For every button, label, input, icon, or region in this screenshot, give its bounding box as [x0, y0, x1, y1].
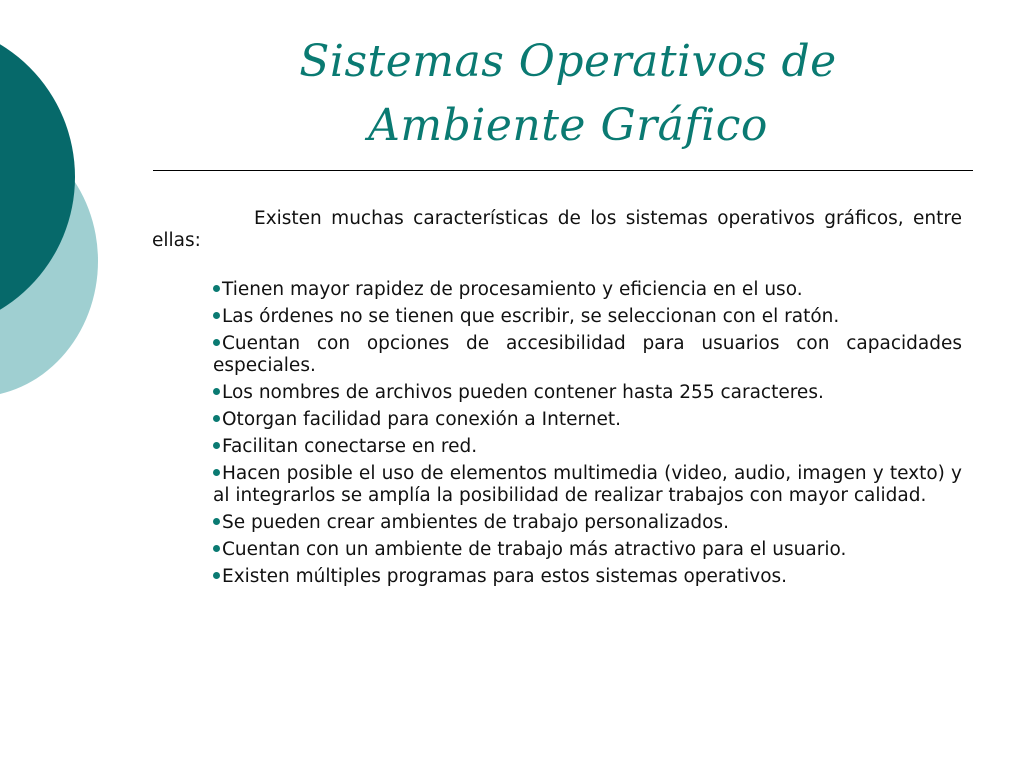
- bullet-item: [213, 463, 962, 507]
- bullet-text: Hacen posible el uso de elementos multimedia (video, audio, imagen y texto) y al integrarlos se amplía la posibilidad de realizar trabajos con mayor calidad.: [213, 463, 962, 506]
- slide-body: [152, 208, 962, 593]
- bullet-item: [213, 539, 962, 561]
- bullet-item: [213, 436, 962, 458]
- bullet-item: [213, 409, 962, 431]
- bullet-text: Las órdenes no se tienen que escribir, se seleccionan con el ratón.: [222, 306, 840, 327]
- bullet-text: Cuentan con opciones de accesibilidad para usuarios con capacidades especiales.: [213, 333, 962, 376]
- dot-bullet-icon: [213, 442, 220, 449]
- dot-bullet-icon: [213, 285, 220, 292]
- bullet-item: [213, 279, 962, 301]
- bullet-text: Se pueden crear ambientes de trabajo personalizados.: [222, 512, 729, 533]
- bullet-list: [152, 279, 962, 588]
- bullet-text: Tienen mayor rapidez de procesamiento y eficiencia en el uso.: [222, 279, 803, 300]
- dot-bullet-icon: [213, 312, 220, 319]
- bullet-text: Los nombres de archivos pueden contener hasta 255 caracteres.: [222, 382, 824, 403]
- intro-paragraph: Existen muchas características de los sistemas operativos gráficos, entre ellas:: [152, 208, 962, 251]
- dot-bullet-icon: [213, 415, 220, 422]
- bullet-item: [213, 333, 962, 377]
- dot-bullet-icon: [213, 469, 220, 476]
- bullet-text: Existen múltiples programas para estos sistemas operativos.: [222, 566, 788, 587]
- dot-bullet-icon: [213, 545, 220, 552]
- slide-title: Sistemas Operativos de Ambiente Gráfico: [299, 36, 837, 151]
- bullet-text: Otorgan facilidad para conexión a Internet.: [222, 409, 621, 430]
- bullet-text: Cuentan con un ambiente de trabajo más atractivo para el usuario.: [222, 539, 847, 560]
- bullet-text: Facilitan conectarse en red.: [222, 436, 478, 457]
- dot-bullet-icon: [213, 518, 220, 525]
- bullet-item: [213, 306, 962, 328]
- dot-bullet-icon: [213, 572, 220, 579]
- bullet-item: [213, 566, 962, 588]
- bullet-item: [213, 512, 962, 534]
- bullet-item: [213, 382, 962, 404]
- dot-bullet-icon: [213, 339, 220, 346]
- title-divider: [153, 170, 973, 171]
- dot-bullet-icon: [213, 388, 220, 395]
